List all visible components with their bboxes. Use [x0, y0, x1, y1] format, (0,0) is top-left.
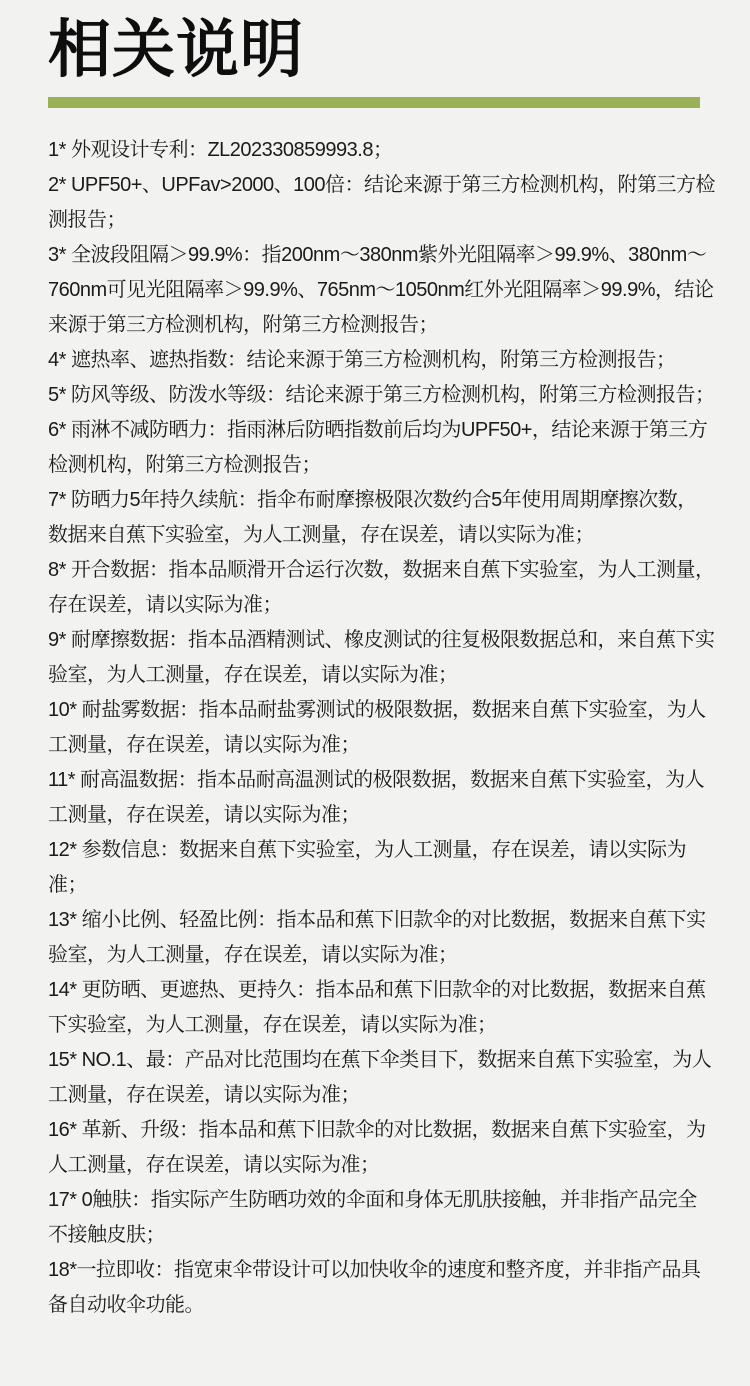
notes-list: [0, 108, 750, 1323]
note-item-6: 6* 雨淋不减防晒力：指雨淋后防晒指数前后均为UPF50+，结论来源于第三方检测机构，附第三方检测报告；: [48, 419, 708, 476]
note-item-14: 14* 更防晒、更遮热、更持久：指本品和蕉下旧款伞的对比数据，数据来自蕉下实验室，为人工测量，存在误差，请以实际为准；: [48, 979, 706, 1036]
note-item-9: 9* 耐摩擦数据：指本品酒精测试、橡皮测试的往复极限数据总和，来自蕉下实验室，为人工测量，存在误差，请以实际为准；: [48, 629, 715, 686]
note-item-18: 18*一拉即收：指宽束伞带设计可以加快收伞的速度和整齐度，并非指产品具备自动收伞功能。: [48, 1259, 701, 1316]
note-item-15: 15* NO.1、最：产品对比范围均在蕉下伞类目下，数据来自蕉下实验室，为人工测量，存在误差，请以实际为准；: [48, 1049, 712, 1106]
note-item-1: 1* 外观设计专利：ZL202330859993.8；: [48, 139, 393, 161]
note-item-13: 13* 缩小比例、轻盈比例：指本品和蕉下旧款伞的对比数据，数据来自蕉下实验室，为人工测量，存在误差，请以实际为准；: [48, 909, 706, 966]
note-item-5: 5* 防风等级、防泼水等级：结论来源于第三方检测机构，附第三方检测报告；: [48, 384, 715, 406]
note-item-8: 8* 开合数据：指本品顺滑开合运行次数，数据来自蕉下实验室，为人工测量，存在误差，请以实际为准；: [48, 559, 715, 616]
note-item-17: 17* 0触肤：指实际产生防晒功效的伞面和身体无肌肤接触，并非指产品完全不接触皮肤；: [48, 1189, 697, 1246]
note-item-3: 3* 全波段阻隔＞99.9%：指200nm～380nm紫外光阻隔率＞99.9%、380nm～760nm可见光阻隔率＞99.9%、765nm～1050nm红外光阻隔率＞99.9%，结论来源于第三方检测机构，附第三方检测报告；: [48, 244, 714, 336]
note-item-11: 11* 耐高温数据：指本品耐高温测试的极限数据，数据来自蕉下实验室，为人工测量，存在误差，请以实际为准；: [48, 769, 705, 826]
note-item-10: 10* 耐盐雾数据：指本品耐盐雾测试的极限数据，数据来自蕉下实验室，为人工测量，存在误差，请以实际为准；: [48, 699, 706, 756]
note-item-12: 12* 参数信息：数据来自蕉下实验室，为人工测量，存在误差，请以实际为准；: [48, 839, 687, 896]
title-underline-bar: [48, 97, 700, 108]
page-title: 相关说明: [48, 15, 304, 85]
note-item-4: 4* 遮热率、遮热指数：结论来源于第三方检测机构，附第三方检测报告；: [48, 349, 676, 371]
note-item-2: 2* UPF50+、UPFav>2000、100倍：结论来源于第三方检测机构，附第三方检测报告；: [48, 174, 716, 231]
note-item-7: 7* 防晒力5年持久续航：指伞布耐摩擦极限次数约合5年使用周期摩擦次数，数据来自蕉下实验室，为人工测量，存在误差，请以实际为准；: [48, 489, 697, 546]
note-item-16: 16* 革新、升级：指本品和蕉下旧款伞的对比数据，数据来自蕉下实验室，为人工测量，存在误差，请以实际为准；: [48, 1119, 706, 1176]
